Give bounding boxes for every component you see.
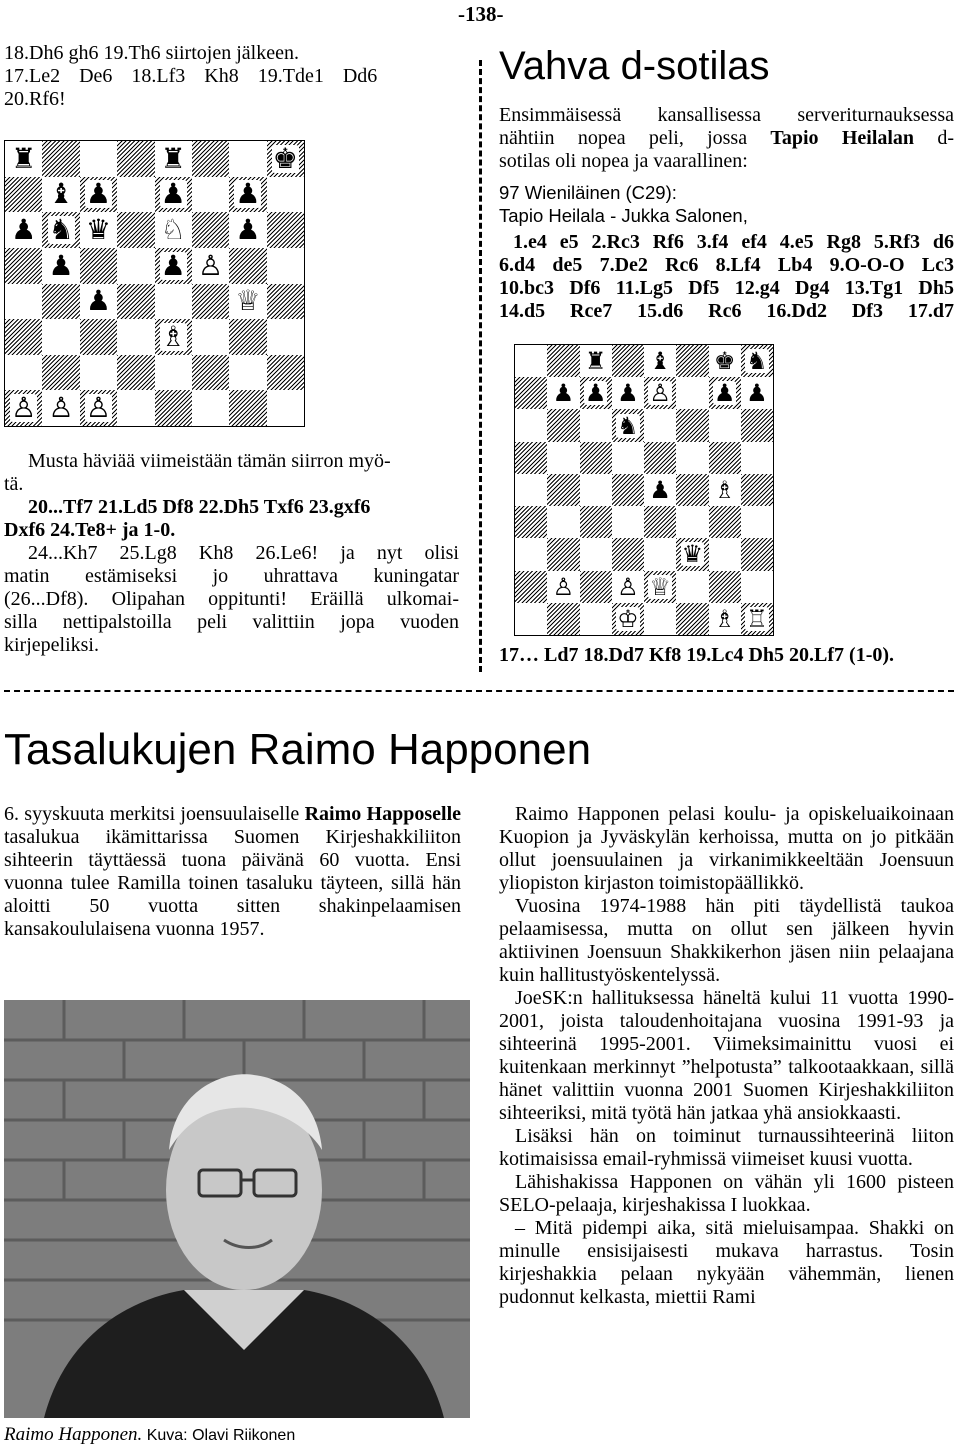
chess-piece: ♜: [160, 141, 186, 175]
board-square: [515, 377, 547, 409]
board-square: [229, 177, 266, 213]
board-square: [547, 506, 579, 538]
article-right-p1: Raimo Happonen pelasi koulu- ja opiskeluaikoinaan Kuopion ja Jyväskylän kerhoissa, mutta on jo pitkään ollut joensuulainen ja virkanimikkeeltään Joensuun yliopiston kirjaston toimistopäällikkö.: [499, 803, 954, 894]
board-square: [5, 355, 42, 391]
chess-piece: ♗: [160, 319, 186, 353]
board-square: [267, 284, 304, 320]
column-divider: [479, 60, 482, 672]
board-square: [580, 571, 612, 603]
portrait-photo: [4, 1000, 470, 1418]
board-square: [515, 506, 547, 538]
chess-piece: ♛: [85, 213, 111, 247]
chess-piece: ♟: [746, 379, 768, 408]
board-square: [267, 319, 304, 355]
game-players: Tapio Heilala - Jukka Salonen,: [499, 205, 748, 226]
board-square: [42, 248, 79, 284]
board-square: [580, 345, 612, 377]
chess-piece: ♟: [85, 284, 111, 318]
article-right-p6: – Mitä pidempi aika, sitä mieluisampaa. Shakki on minulle ensisijaisesti mukava harrastus. Tosin kirjeshakkia pelaan nykyään vähemmän, lienen pudonnut kelkasta, miettii Rami: [499, 1217, 954, 1308]
board-square: [515, 571, 547, 603]
game-header: 97 Wieniläinen (C29):: [499, 182, 677, 203]
board-square: [709, 377, 741, 409]
chess-piece: ♟: [584, 379, 607, 408]
chess-piece: ♟: [11, 213, 37, 247]
chess-piece: ♖: [746, 604, 768, 633]
board-square: [155, 141, 192, 177]
board-square: [580, 474, 612, 506]
board-square: [192, 177, 229, 213]
board-square: [676, 603, 708, 635]
chess-piece: ♞: [617, 411, 639, 440]
board-square: [547, 345, 579, 377]
board-square: [80, 141, 117, 177]
board-square: [117, 355, 154, 391]
chess-piece: ♟: [235, 213, 261, 247]
board-square: [267, 141, 304, 177]
board-square: [42, 319, 79, 355]
board-square: [117, 390, 154, 426]
board-square: [580, 409, 612, 441]
board-square: [547, 442, 579, 474]
board-square: [229, 390, 266, 426]
section-divider: [4, 690, 954, 692]
article-right-p4: Lisäksi hän on toiminut turnaussihteerinä liiton kotimaisissa email-ryhmissä viimeiset kuusi vuotta.: [499, 1125, 954, 1170]
left-intro: [4, 42, 459, 111]
intro-p1-line-3: sotilas oli nopea ja vaarallinen:: [499, 150, 748, 172]
board-square: [80, 319, 117, 355]
moves-line-3: 24...Kh7 25.Lg8 Kh8 26.Le6! ja nyt olisi: [28, 542, 459, 564]
board-square: [709, 345, 741, 377]
board-square: [547, 474, 579, 506]
board-square: [267, 212, 304, 248]
chess-piece: ♕: [649, 572, 671, 601]
article-right-p2: Vuosina 1974-1988 hän piti täydellistä taukoa pelaamisessa, mutta on ollut sen jälkeen hyvin aktiivinen Joensuun Shakkikerhon jäsen niin pelaajana kuin hallitustyöskentelyssä.: [499, 895, 954, 986]
board-square: [741, 377, 773, 409]
chess-diagram-2: [514, 344, 774, 636]
after-board-line-2: tä.: [4, 473, 24, 495]
board-square: [580, 506, 612, 538]
article-right-p5: Lähishakissa Happonen on vähän yli 1600 pisteen SELO-pelaaja, kirjeshakissa I luokkaa.: [499, 1171, 954, 1216]
board-square: [515, 409, 547, 441]
board-square: [229, 212, 266, 248]
chess-piece: ♙: [85, 391, 111, 425]
board-square: [515, 345, 547, 377]
board-square: [676, 345, 708, 377]
moves-line-6: silla nettipalstoilla peli valittiin jopa vuoden: [4, 611, 459, 633]
board-square: [80, 355, 117, 391]
chess-piece: ♟: [713, 379, 736, 408]
board-square: [155, 390, 192, 426]
moves-line-4: matin estämiseksi jo uhrattava kuningatar: [4, 565, 459, 587]
board-square: [676, 571, 708, 603]
board-square: [155, 248, 192, 284]
page-number: -138-: [458, 2, 504, 26]
board-square: [644, 506, 676, 538]
board-square: [644, 442, 676, 474]
right-intro: [499, 104, 954, 173]
board-square: [192, 212, 229, 248]
board-square: [709, 603, 741, 635]
chess-piece: ♟: [85, 177, 111, 211]
board-square: [267, 390, 304, 426]
board-square: [741, 506, 773, 538]
board-square: [117, 248, 154, 284]
board-square: [547, 571, 579, 603]
board-square: [644, 409, 676, 441]
board-square: [709, 442, 741, 474]
board-square: [676, 474, 708, 506]
board-square: [5, 284, 42, 320]
game-moves: [499, 231, 954, 323]
chess-piece: ♙: [552, 572, 575, 601]
after-board-line-1: Musta häviää viimeistään tämän siirron myö-: [28, 450, 391, 472]
board-square: [612, 442, 644, 474]
moves-line-1: 20...Tf7 21.Ld5 Df8 22.Dh5 Txf6 23.gxf6: [28, 496, 371, 518]
chess-piece: ♛: [681, 540, 704, 569]
chess-piece: ♟: [160, 177, 186, 211]
board-square: [580, 377, 612, 409]
board-square: [612, 571, 644, 603]
board-square: [5, 141, 42, 177]
board-square: [580, 538, 612, 570]
chess-piece: ♔: [617, 604, 639, 633]
board-square: [612, 506, 644, 538]
chess-piece: ♝: [649, 347, 671, 376]
board-square: [515, 442, 547, 474]
board-square: [676, 409, 708, 441]
board-square: [192, 248, 229, 284]
game-info: [499, 181, 954, 227]
board-square: [741, 474, 773, 506]
board-square: [42, 390, 79, 426]
board-square: [612, 345, 644, 377]
board-square: [709, 538, 741, 570]
chess-piece: ♙: [649, 379, 671, 408]
board-square: [5, 212, 42, 248]
board-square: [547, 603, 579, 635]
chess-piece: ♙: [617, 572, 639, 601]
article-left-paragraph: 6. syyskuuta merkitsi joensuulaiselle Raimo Happoselle tasalukua ikämittarissa Suomen Kirjeshakkiliiton sihteerin täyttäessä tuona päivänä 60 vuotta. Ensi vuonna tulee Ramilla toinen tasaluku täyteen, sillä hän aloitti 50 vuotta sitten shakinpelaamisen kansakoululaisena vuonna 1957.: [4, 803, 462, 940]
board-square: [741, 571, 773, 603]
board-square: [42, 355, 79, 391]
board-square: [515, 474, 547, 506]
chess-piece: ♝: [48, 177, 74, 211]
board-square: [42, 284, 79, 320]
board-square: [117, 284, 154, 320]
game-moves-4: 14.d5 Rce7 15.d6 Rc6 16.Dd2 Df3 17.d7: [499, 300, 954, 322]
board-square: [267, 248, 304, 284]
chess-piece: ♜: [584, 347, 607, 376]
board-square: [80, 177, 117, 213]
board-square: [42, 177, 79, 213]
board-square: [192, 141, 229, 177]
chess-piece: ♙: [11, 391, 37, 425]
board-square: [192, 319, 229, 355]
board-square: [644, 377, 676, 409]
board-square: [741, 538, 773, 570]
intro-p1-line-2: nähtiin nopea peli, jossa Tapio Heilalan d-: [499, 127, 954, 149]
chess-piece: ♟: [649, 475, 671, 504]
chess-piece: ♕: [235, 284, 261, 318]
game-moves-1: 1.e4 e5 2.Rc3 Rf6 3.f4 ef4 4.e5 Rg8 5.Rf3 d6: [513, 231, 954, 253]
board-square: [267, 355, 304, 391]
board-square: [547, 409, 579, 441]
board-square: [612, 603, 644, 635]
board-square: [229, 248, 266, 284]
portrait-image: [4, 1000, 470, 1418]
board-square: [612, 377, 644, 409]
board-square: [709, 409, 741, 441]
board-square: [676, 506, 708, 538]
board-square: [80, 284, 117, 320]
board-square: [644, 571, 676, 603]
game-moves-2: 6.d4 de5 7.De2 Rc6 8.Lf4 Lb4 9.O-O-O Lc3: [499, 254, 954, 276]
board-square: [229, 355, 266, 391]
board-square: [612, 538, 644, 570]
caption-credit: Kuva: Olavi Riikonen: [142, 1427, 296, 1444]
board-square: [580, 442, 612, 474]
chess-piece: ♙: [48, 391, 74, 425]
board-square: [155, 284, 192, 320]
chess-piece: ♗: [713, 604, 736, 633]
board-square: [515, 538, 547, 570]
board-square: [547, 538, 579, 570]
board-square: [155, 319, 192, 355]
board-square: [709, 474, 741, 506]
chess-piece: ♙: [198, 248, 224, 282]
board-square: [229, 319, 266, 355]
board-square: [42, 141, 79, 177]
game-result: 17… Ld7 18.Dd7 Kf8 19.Lc4 Dh5 20.Lf7 (1-0).: [499, 644, 895, 666]
board-square: [80, 212, 117, 248]
board-square: [644, 345, 676, 377]
board-square: [515, 603, 547, 635]
chess-piece: ♘: [160, 213, 186, 247]
board-square: [676, 442, 708, 474]
chess-piece: ♟: [48, 248, 74, 282]
game-moves-3: 10.bc3 Df6 11.Lg5 Df5 12.g4 Dg4 13.Tg1 Dh5: [499, 277, 954, 299]
board-square: [644, 474, 676, 506]
board-square: [229, 141, 266, 177]
board-square: [80, 248, 117, 284]
board-square: [117, 212, 154, 248]
board-square: [741, 442, 773, 474]
chess-piece: ♚: [713, 347, 736, 376]
board-square: [80, 390, 117, 426]
article-right-column: [499, 803, 954, 1309]
article-right-p3: JoeSK:n hallituksessa häneltä kului 11 vuotta 1990-2001, joista taloudenhoitajana vuosina 1991-93 ja sihteerinä 1995-2001. Viimeksimainittu vuosi ei kuitenkaan merkinnyt ”helpotusta” talkootaakkaan, sillä hänet valittiin vuonna 2001 Suomen Kirjeshakkiliiton sihteeriksi, mitä työtä hän jatkaa yhä ansiokkaasti.: [499, 987, 954, 1124]
board-square: [644, 538, 676, 570]
intro-line-1: 18.Dh6 gh6 19.Th6 siirtojen jälkeen.: [4, 42, 299, 64]
chess-piece: ♗: [713, 475, 736, 504]
board-square: [192, 355, 229, 391]
photo-caption: [4, 1424, 295, 1446]
board-square: [155, 355, 192, 391]
left-moves: [4, 450, 459, 657]
intro-line-3: 20.Rf6!: [4, 88, 66, 110]
board-square: [612, 409, 644, 441]
board-square: [5, 319, 42, 355]
board-square: [5, 248, 42, 284]
board-square: [117, 177, 154, 213]
board-square: [644, 603, 676, 635]
board-square: [5, 390, 42, 426]
moves-line-7: kirjepeliksi.: [4, 634, 99, 656]
board-square: [192, 390, 229, 426]
chess-piece: ♚: [272, 141, 298, 175]
board-square: [117, 319, 154, 355]
chess-piece: ♞: [48, 213, 74, 247]
board-square: [547, 377, 579, 409]
board-square: [267, 177, 304, 213]
caption-name: Raimo Happonen.: [4, 1424, 143, 1445]
board-square: [709, 506, 741, 538]
chess-piece: ♜: [11, 141, 37, 175]
board-square: [5, 177, 42, 213]
chess-piece: ♟: [552, 379, 575, 408]
article-title-top: Vahva d-sotilas: [499, 44, 770, 88]
board-square: [741, 409, 773, 441]
board-square: [676, 377, 708, 409]
board-square: [229, 284, 266, 320]
chess-piece: ♟: [160, 248, 186, 282]
board-square: [155, 177, 192, 213]
chess-diagram-1: [4, 140, 305, 427]
chess-piece: ♟: [617, 379, 639, 408]
board-square: [741, 603, 773, 635]
board-square: [155, 212, 192, 248]
chess-piece: ♞: [746, 347, 768, 376]
board-square: [709, 571, 741, 603]
intro-p1-line-1: Ensimmäisessä kansallisessa serveriturnauksessa: [499, 104, 954, 126]
board-square: [192, 284, 229, 320]
intro-line-2: 17.Le2 De6 18.Lf3 Kh8 19.Tde1 Dd6: [4, 65, 378, 87]
moves-line-5: (26...Df8). Olipahan oppitunti! Eräillä ulkomai-: [4, 588, 459, 610]
article-headline: Tasalukujen Raimo Happonen: [4, 725, 592, 774]
board-square: [117, 141, 154, 177]
moves-line-2: Dxf6 24.Te8+ ja 1-0.: [4, 519, 176, 541]
board-square: [580, 603, 612, 635]
board-square: [612, 474, 644, 506]
board-square: [42, 212, 79, 248]
chess-piece: ♟: [235, 177, 261, 211]
board-square: [676, 538, 708, 570]
board-square: [741, 345, 773, 377]
